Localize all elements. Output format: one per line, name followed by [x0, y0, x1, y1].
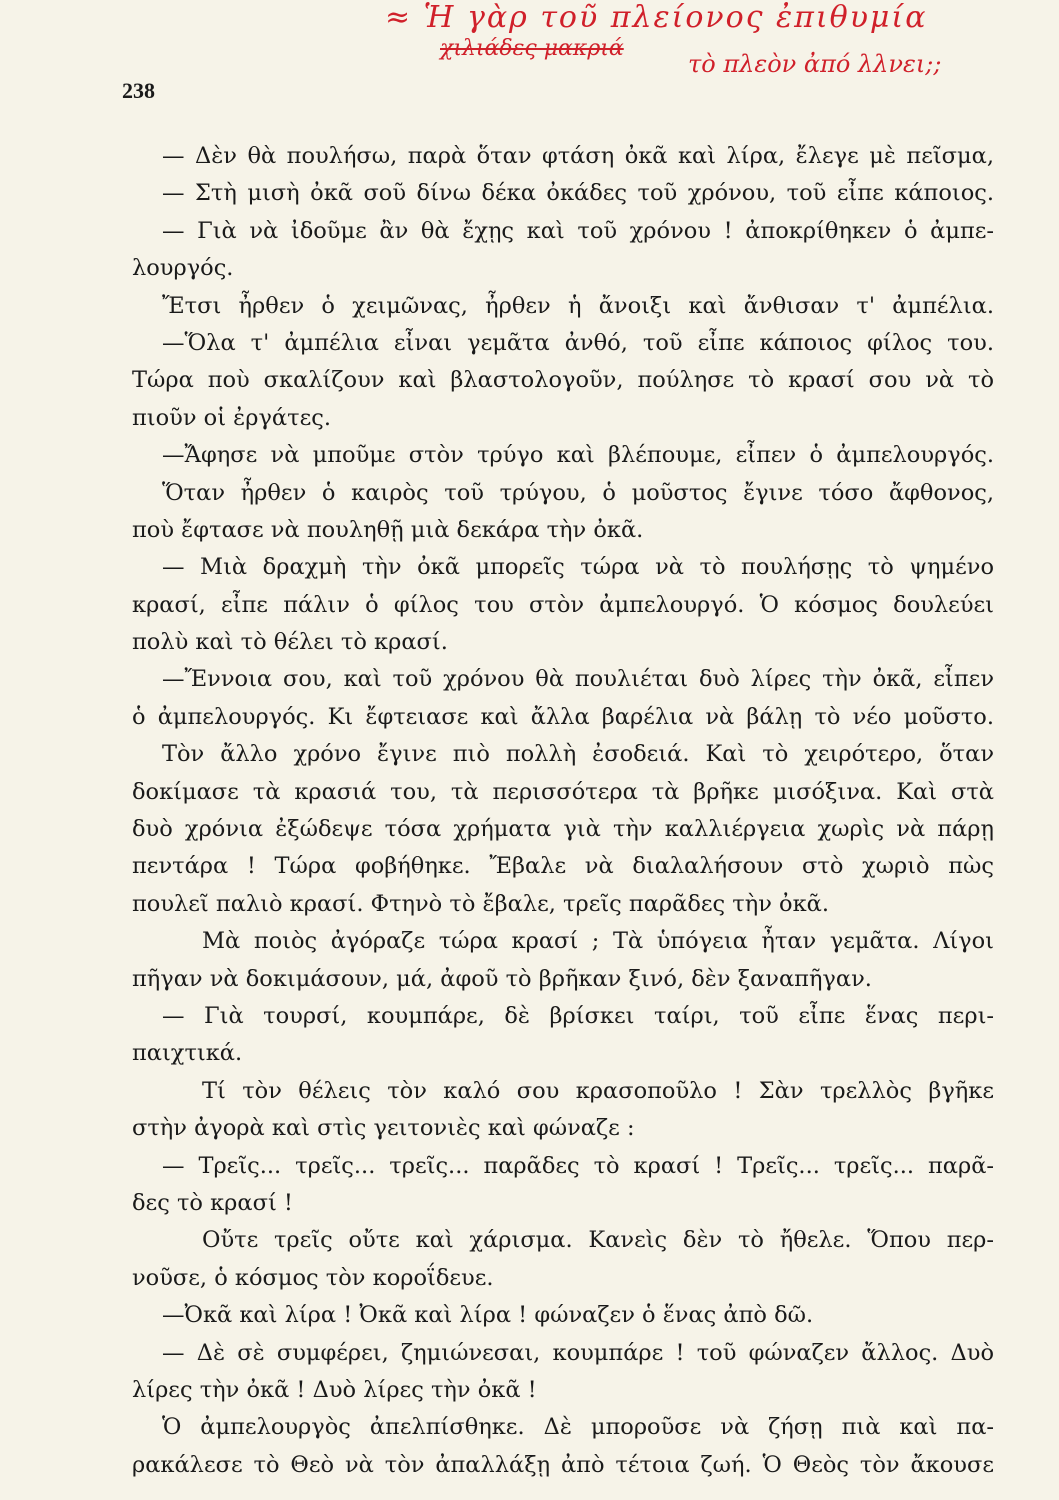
text-line: νοῦσε, ὁ κόσμος τὸν κοροΐδευε.: [132, 1264, 494, 1291]
text-line: —Ἄφησε νὰ μποῦμε στὸν τρύγο καὶ βλέπουμε, εἶπεν ὁ ἀμπελουργός.: [162, 442, 994, 469]
text-line: ρακάλεσε τὸ Θεὸ νὰ τὸν ἀπαλλάξῃ ἀπὸ τέτοια ζωή. Ὁ Θεὸς τὸν ἄκουσε: [132, 1451, 994, 1478]
text-line: δες τὸ κρασί !: [132, 1189, 293, 1216]
text-line: — Γιὰ τουρσί, κουμπάρε, δὲ βρίσκει ταίρι, τοῦ εἶπε ἕνας περι-: [162, 1002, 994, 1029]
text-line: Τώρα ποὺ σκαλίζουν καὶ βλαστολογοῦν, πούλησε τὸ κρασί σου νὰ τὸ: [132, 367, 994, 394]
text-line: κρασί, εἶπε πάλιν ὁ φίλος του στὸν ἀμπελουργό. Ὁ κόσμος δουλεύει: [132, 591, 994, 618]
text-line: ὁ ἀμπελουργός. Κι ἔφτειασε καὶ ἄλλα βαρέλια νὰ βάλῃ τὸ νέο μοῦστο.: [132, 703, 994, 730]
text-line: Ὅταν ἦρθεν ὁ καιρὸς τοῦ τρύγου, ὁ μοῦστος ἔγινε τόσο ἄφθονος,: [162, 479, 994, 506]
text-line: Τὸν ἄλλο χρόνο ἔγινε πιὸ πολλὴ ἐσοδειά. Καὶ τὸ χειρότερο, ὅταν: [162, 741, 994, 768]
text-line: Τί τὸν θέλεις τὸν καλό σου κρασοποῦλο ! Σὰν τρελλὸς βγῆκε: [202, 1077, 994, 1104]
text-line: Μὰ ποιὸς ἀγόραζε τώρα κρασί ; Τὰ ὑπόγεια ἦταν γεμᾶτα. Λίγοι: [202, 928, 994, 955]
text-line: λουργός.: [132, 255, 234, 282]
text-line: πῆγαν νὰ δοκιμάσουν, μά, ἀφοῦ τὸ βρῆκαν ξινό, δὲν ξαναπῆγαν.: [132, 965, 872, 992]
body-text: [132, 138, 994, 1484]
text-line: — Στὴ μισὴ ὀκᾶ σοῦ δίνω δέκα ὀκάδες τοῦ χρόνου, τοῦ εἶπε κάποιος.: [162, 180, 994, 207]
text-line: πουλεῖ παλιὸ κρασί. Φτηνὸ τὸ ἔβαλε, τρεῖς παρᾶδες τὴν ὀκᾶ.: [132, 890, 830, 917]
text-line: Οὔτε τρεῖς οὔτε καὶ χάρισμα. Κανεὶς δὲν τὸ ἤθελε. Ὅπου περ-: [202, 1227, 994, 1254]
handwritten-annotation-struck: χιλιάδες μακριά: [440, 36, 624, 61]
text-line: πεντάρα ! Τώρα φοβήθηκε. Ἔβαλε νὰ διαλαλήσουν στὸ χωριὸ πὼς: [132, 853, 994, 880]
text-line: Ὁ ἀμπελουργὸς ἀπελπίσθηκε. Δὲ μποροῦσε νὰ ζήσῃ πιὰ καὶ πα-: [162, 1414, 994, 1441]
text-line: —Ἔννοια σου, καὶ τοῦ χρόνου θὰ πουλιέται δυὸ λίρες τὴν ὀκᾶ, εἶπεν: [162, 666, 994, 693]
handwritten-annotation: τὸ πλεὸν ἀπό λλνει;;: [688, 50, 942, 78]
text-line: — Τρεῖς... τρεῖς... τρεῖς... παρᾶδες τὸ κρασί ! Τρεῖς... τρεῖς... παρᾶ-: [162, 1152, 994, 1179]
text-line: παιχτικά.: [132, 1040, 243, 1067]
text-line: — Δὲν θὰ πουλήσω, παρὰ ὅταν φτάση ὀκᾶ καὶ λίρα, ἔλεγε μὲ πεῖσμα,: [162, 143, 994, 169]
text-line: δυὸ χρόνια ἐξώδεψε τόσα χρήματα γιὰ τὴν καλλιέργεια χωρὶς νὰ πάρῃ: [132, 816, 994, 843]
text-line: Ἔτσι ἦρθεν ὁ χειμῶνας, ἦρθεν ἡ ἄνοιξι καὶ ἄνθισαν τ' ἀμπέλια.: [162, 292, 994, 319]
text-line: — Γιὰ νὰ ἰδοῦμε ἂν θὰ ἔχῃς καὶ τοῦ χρόνου ! ἀποκρίθηκεν ὁ ἀμπε-: [162, 217, 994, 244]
text-line: πιοῦν οἱ ἐργάτες.: [132, 404, 331, 431]
text-line: —Ὀκᾶ καὶ λίρα ! Ὀκᾶ καὶ λίρα ! φώναζεν ὁ ἕνας ἀπὸ δῶ.: [162, 1302, 814, 1329]
text-line: — Δὲ σὲ συμφέρει, ζημιώνεσαι, κουμπάρε ! τοῦ φώναζεν ἄλλος. Δυὸ: [162, 1339, 994, 1366]
text-line: ποὺ ἔφτασε νὰ πουληθῇ μιὰ δεκάρα τὴν ὀκᾶ.: [132, 516, 644, 543]
text-line: — Μιὰ δραχμὴ τὴν ὀκᾶ μπορεῖς τώρα νὰ τὸ πουλήσῃς τὸ ψημένο: [162, 554, 994, 581]
text-line: λίρες τὴν ὀκᾶ ! Δυὸ λίρες τὴν ὀκᾶ !: [132, 1376, 537, 1403]
handwritten-annotation: ≈ Ἡ γὰρ τοῦ πλείονος ἐπιθυμία: [385, 0, 928, 35]
text-line: —Ὅλα τ' ἀμπέλια εἶναι γεμᾶτα ἀνθό, τοῦ εἶπε κάποιος φίλος του.: [162, 329, 994, 356]
text-line: στὴν ἀγορὰ καὶ στὶς γειτονιὲς καὶ φώναζε :: [132, 1115, 635, 1142]
text-line: πολὺ καὶ τὸ θέλει τὸ κρασί.: [132, 629, 448, 656]
page-number: 238: [122, 78, 155, 103]
text-line: δοκίμασε τὰ κρασιά του, τὰ περισσότερα τὰ βρῆκε μισόξινα. Καὶ στὰ: [132, 778, 994, 805]
